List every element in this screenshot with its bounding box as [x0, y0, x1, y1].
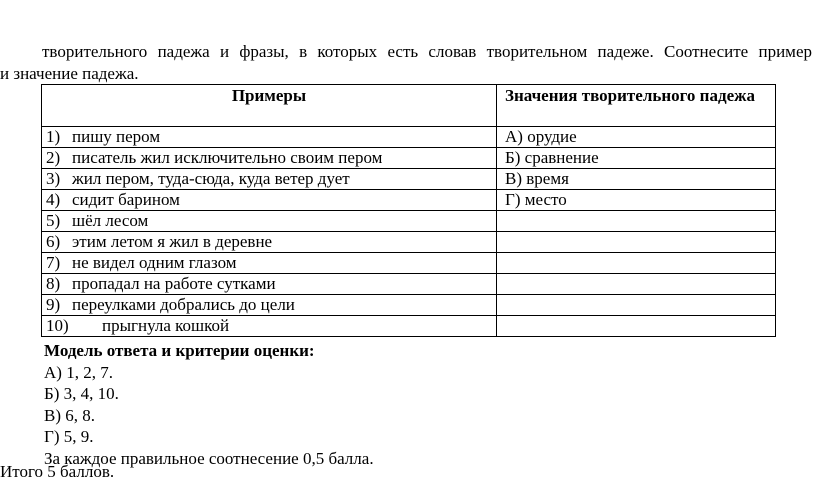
answer-model [44, 340, 374, 469]
intro-paragraph [0, 41, 812, 85]
row-number: 2) [46, 148, 61, 167]
example-cell [42, 274, 497, 295]
example-cell [42, 253, 497, 274]
example-text: пишу пером [72, 127, 161, 146]
intro-line-2: и значение падежа. [0, 64, 139, 83]
answer-line: Б) 3, 4, 10. [44, 384, 119, 403]
meaning-cell [497, 316, 776, 337]
example-text: не видел одним глазом [72, 253, 237, 272]
meaning-cell [497, 232, 776, 253]
example-cell [42, 148, 497, 169]
matching-table [41, 84, 776, 337]
row-number: 9) [46, 295, 61, 314]
table-row [42, 148, 776, 169]
table-row [42, 274, 776, 295]
table-header-row [42, 85, 776, 127]
meaning-cell: А) орудие [497, 127, 776, 148]
example-text: жил пером, туда-сюда, куда ветер дует [72, 169, 350, 188]
meaning-cell [497, 253, 776, 274]
row-number: 4) [46, 190, 61, 209]
example-cell [42, 190, 497, 211]
meaning-cell [497, 211, 776, 232]
example-text: прыгнула кошкой [102, 316, 230, 335]
table-row [42, 253, 776, 274]
example-cell [42, 211, 497, 232]
row-number: 6) [46, 232, 61, 251]
row-number: 7) [46, 253, 61, 272]
table-row [42, 211, 776, 232]
meaning-cell [497, 274, 776, 295]
meaning-cell: В) время [497, 169, 776, 190]
example-cell [42, 316, 497, 337]
example-cell [42, 169, 497, 190]
meaning-cell: Б) сравнение [497, 148, 776, 169]
table-row [42, 232, 776, 253]
table-row [42, 316, 776, 337]
example-text: этим летом я жил в деревне [72, 232, 273, 251]
header-meanings: Значения творительного падежа [497, 85, 776, 127]
meaning-cell [497, 295, 776, 316]
intro-line-1: творительного падежа и фразы, в которых есть словав творительном падеже. Соотнесите пример [42, 42, 812, 61]
table-row [42, 295, 776, 316]
answer-line: Г) 5, 9. [44, 427, 94, 446]
total-score: Итого 5 баллов. [0, 462, 115, 481]
table-row [42, 169, 776, 190]
scoring-note: За каждое правильное соотнесение 0,5 балла. [44, 448, 374, 468]
example-text: пропадал на работе сутками [72, 274, 276, 293]
example-cell [42, 295, 497, 316]
answer-heading: Модель ответа и критерии оценки: [44, 341, 315, 360]
row-number: 8) [46, 274, 61, 293]
row-number: 3) [46, 169, 61, 188]
table-row [42, 127, 776, 148]
row-number: 5) [46, 211, 61, 230]
answer-line: В) 6, 8. [44, 405, 95, 425]
meaning-cell: Г) место [497, 190, 776, 211]
example-text: переулками добрались до цели [72, 295, 295, 314]
answer-line: А) 1, 2, 7. [44, 362, 113, 382]
example-cell [42, 232, 497, 253]
header-examples: Примеры [42, 85, 497, 127]
example-text: сидит барином [72, 190, 180, 209]
row-number: 10) [46, 316, 69, 335]
example-text: писатель жил исключительно своим пером [72, 148, 383, 167]
table-row [42, 190, 776, 211]
example-cell [42, 127, 497, 148]
row-number: 1) [46, 127, 61, 146]
example-text: шёл лесом [72, 211, 149, 230]
